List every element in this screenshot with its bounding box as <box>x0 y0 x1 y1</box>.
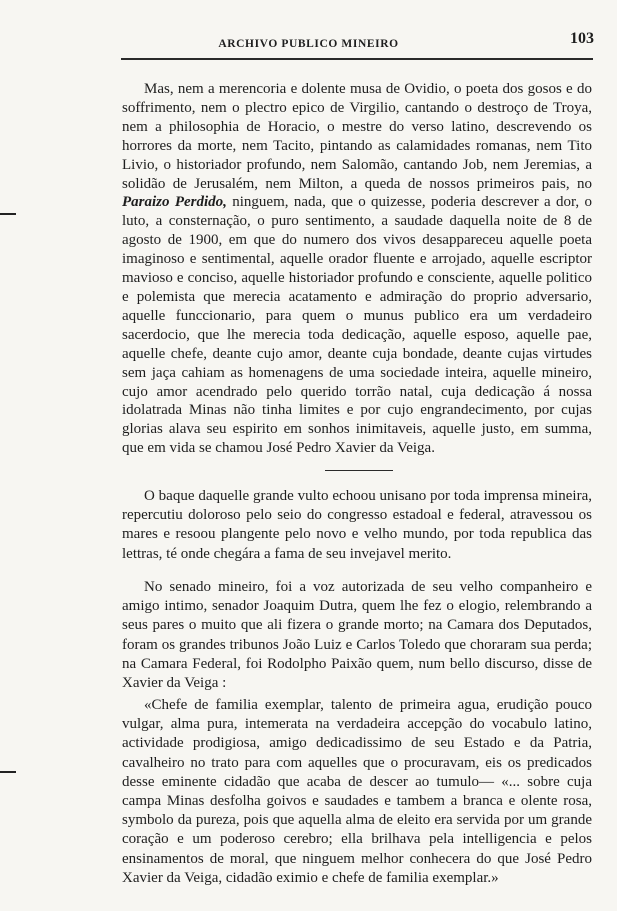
paragraph-lament <box>122 80 592 458</box>
header-rule <box>121 58 593 60</box>
binding-mark-top <box>0 213 16 215</box>
running-header: ARCHIVO PUBLICO MINEIRO <box>218 38 399 50</box>
paragraph-lament-text-before: Mas, nem a merencoria e dolente musa de Ovidio, o poeta dos gosos e do soffrimento, nem o plectro epico de Virgilio, cantando o destroço de Troya, nem a philosophia de Horacio, o mestre do verso latino, descrevendo os horrores da morte, nem Tacito, pintando as calamidades romanas, nem Tito Livio, o historiador profundo, nem Salomão, cantando Job, nem Jeremias, a solidão de Jerusalém, nem Milton, a queda de nossos primeiros pais, no <box>122 81 592 192</box>
book-title-paraizo-perdido: Paraizo Perdido, <box>122 194 227 211</box>
binding-mark-bottom <box>0 771 16 773</box>
paragraph-speech-quote: «Chefe de familia exemplar, talento de primeira agua, erudição pouco vulgar, alma pura, intemerata na verdadeira accepção do vocabulo latino, actividade prodigiosa, amigo dedicadissimo de seu Estado e da Patria, cavalheiro no trato para com aquelles que o procuravam, eis os predicados desse eminente cidadão que acaba de descer ao tumulo— «... sobre cuja campa Minas desfolha goivos e saudades e tambem a branca e olente rosa, symbolo da pureza, pois que aquella alma de eleito era servida por um grande coração e um poderoso cerebro; ella brilhava pela intelligencia e pelos ensinamentos de moral, que ninguem melhor conhecera do que José Pedro Xavier da Veiga, cidadão eximio e chefe de familia exemplar.» <box>122 697 592 886</box>
section-divider <box>325 470 393 471</box>
page-number: 103 <box>570 30 594 47</box>
paragraph-press-echo: O baque daquelle grande vulto echoou unisano por toda imprensa mineira, repercutiu doloroso pelo seio do congresso estadoal e federal, atravessou os mares e resoou plangente pelo novo e velho mundo, por toda republica das lettras, té onde chegára a fama de seu invejavel merito. <box>122 488 592 562</box>
paragraph-senate-tribute: No senado mineiro, foi a voz autorizada de seu velho companheiro e amigo intimo, senador Joaquim Dutra, quem lhe fez o elogio, relembrando a seus pares o muito que ali fizera o grande morto; na Camara dos Deputados, foram os grandes tribunos João Luiz e Carlos Toledo que choraram sua perda; na Camara Federal, foi Rodolpho Paixão quem, num bello discurso, disse de Xavier da Veiga : <box>122 579 592 692</box>
paragraph-lament-text-after: ninguem, nada, que o quizesse, poderia descrever a dor, o luto, a consternação, o puro sentimento, a saudade daquella noite de 8 de agosto de 1900, em que do numero dos vivos desappareceu aquelle poeta imaginoso e sentimental, aquelle orador fluente e arrojado, aquelle escriptor mavioso e conciso, aquelle historiador profundo e consciente, aquelle politico e polemista que merecia acatamento e admiração do proprio adversario, aquelle funccionario, para quem o munus publico era um verdadeiro sacerdocio, que lhe merecia toda dedicação, aquelle esposo, aquelle pae, aquelle chefe, deante cujo amor, deante cuja bondade, deante cujas virtudes sem jaça cahiam as homenagens de uma sociedade inteira, aquelle mineiro, cujo amor acendrado pelo querido torrão natal, cuja dedicação á nossa idolatrada Minas não tinha limites e por cujo engrandecimento, por cujas glorias alava seu espirito em sonhos inimitaveis, aquelle justo, em summa, que em vida se chamou José Pedro Xavier da Veiga. <box>122 194 593 457</box>
